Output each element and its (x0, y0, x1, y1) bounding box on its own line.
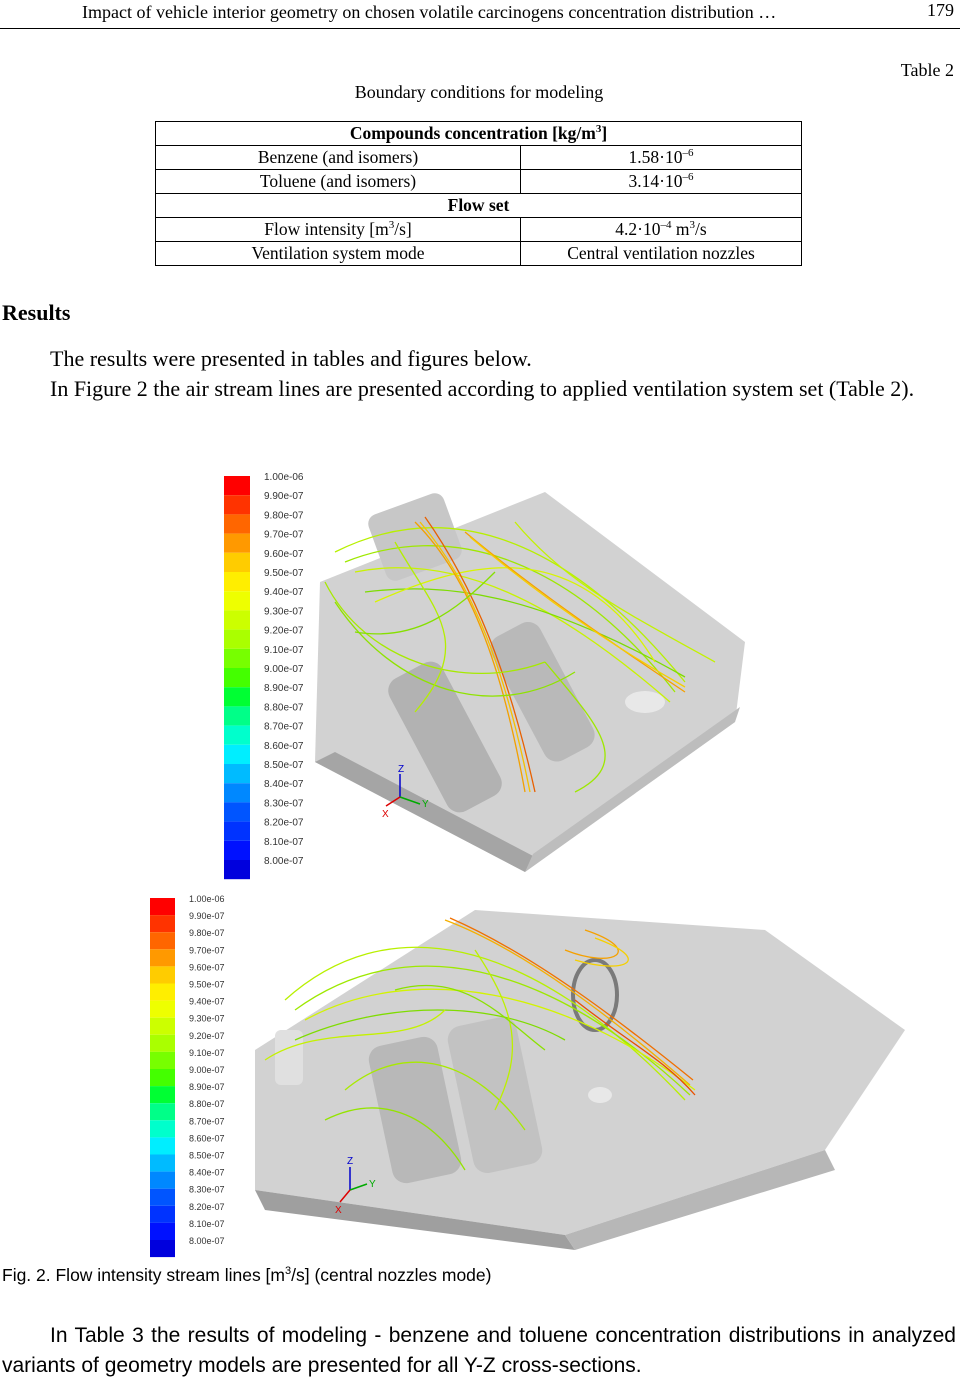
colorbar-bottom (150, 894, 225, 1257)
colorbar-swatch (150, 1069, 175, 1086)
axis-label: Z (398, 764, 405, 775)
colorbar-swatch (224, 764, 250, 783)
axis-label: Y (422, 799, 429, 810)
colorbar-swatch (224, 687, 250, 706)
colorbar-swatch (224, 745, 250, 764)
colorbar-label: 9.80e-07 (189, 928, 225, 939)
colorbar-label: 9.00e-07 (189, 1065, 225, 1075)
colorbar-swatch (224, 649, 250, 668)
colorbar-swatch (150, 1137, 175, 1154)
boundary-conditions-table (155, 121, 802, 266)
colorbar-label: 9.40e-07 (264, 587, 304, 599)
colorbar-label: 8.80e-07 (264, 702, 304, 714)
colorbar-label: 9.70e-07 (189, 945, 225, 956)
colorbar-swatch (224, 534, 250, 553)
colorbar-swatch (224, 495, 250, 514)
colorbar-swatch (150, 966, 175, 983)
colorbar-label: 9.90e-07 (189, 911, 225, 922)
colorbar-label: 8.60e-07 (189, 1133, 225, 1144)
table-caption: Boundary conditions for modeling (354, 82, 604, 102)
colorbar-label: 9.90e-07 (264, 491, 304, 503)
paragraph: In Figure 2 the air stream lines are presented according to applied ventilation system set (Table 2). (50, 376, 915, 401)
table-row (156, 242, 802, 266)
cfd-render-top (215, 462, 755, 882)
section-title: Results (2, 300, 71, 325)
table-row (156, 170, 802, 194)
colorbar-swatch (150, 1001, 175, 1018)
table-label: Table 2 (900, 60, 954, 80)
table-cell: Toluene (and isomers) (156, 170, 521, 194)
colorbar-label: 8.60e-07 (264, 740, 304, 752)
colorbar-label: 8.80e-07 (189, 1099, 225, 1110)
colorbar-swatch (150, 1120, 175, 1137)
colorbar-label: 8.20e-07 (264, 817, 304, 829)
colorbar-swatch (150, 1035, 175, 1052)
colorbar-label: 9.30e-07 (264, 606, 304, 618)
table-cell: $1.58\cdot 10^{-6}$ (521, 146, 802, 170)
colorbar-label: 8.20e-07 (189, 1201, 225, 1212)
colorbar-label: 8.90e-07 (264, 683, 304, 695)
colorbar-label: 8.50e-07 (264, 760, 304, 771)
colorbar-swatch (150, 1155, 175, 1172)
colorbar-label: 9.10e-07 (189, 1047, 225, 1058)
colorbar-swatch (224, 802, 250, 821)
colorbar-top (224, 472, 304, 879)
colorbar-swatch (150, 932, 175, 949)
colorbar-label: 8.00e-07 (264, 856, 304, 867)
axis-label: X (335, 1205, 342, 1216)
colorbar-label: 8.40e-07 (264, 779, 304, 791)
colorbar-swatch (224, 860, 250, 879)
figure-caption: Fig. 2. Flow intensity stream lines $[m^3/s]$ (central nozzles mode) (2, 1265, 492, 1285)
colorbar-swatch (224, 476, 250, 495)
colorbar-swatch (150, 1240, 175, 1257)
colorbar-label: 9.20e-07 (264, 625, 304, 637)
colorbar-label: 1.00e-06 (264, 472, 304, 483)
colorbar-swatch (150, 898, 175, 915)
table-cell: $4.2\cdot 10^{-4}$ $m^3/s$ (521, 218, 802, 242)
table-cell: $3.14\cdot 10^{-6}$ (521, 170, 802, 194)
colorbar-swatch (150, 1206, 175, 1223)
table-row (156, 146, 802, 170)
colorbar-label: 8.40e-07 (189, 1167, 225, 1178)
colorbar-label: 8.50e-07 (189, 1150, 225, 1161)
colorbar-swatch (224, 783, 250, 802)
colorbar-swatch (150, 1018, 175, 1035)
colorbar-label: 8.30e-07 (264, 798, 304, 810)
colorbar-label: 9.20e-07 (189, 1030, 225, 1041)
colorbar-swatch (150, 1189, 175, 1206)
colorbar-label: 8.90e-07 (189, 1082, 225, 1093)
colorbar-swatch (224, 822, 250, 841)
colorbar-label: 9.70e-07 (264, 529, 304, 541)
axis-label: Z (347, 1156, 354, 1167)
table-row (156, 218, 802, 242)
colorbar-swatch (224, 706, 250, 725)
colorbar-label: 9.30e-07 (189, 1013, 225, 1024)
colorbar-label: 8.70e-07 (189, 1116, 225, 1127)
table-cell: Central ventilation nozzles (521, 242, 802, 266)
colorbar-label: 1.00e-06 (189, 894, 225, 904)
colorbar-swatch (224, 591, 250, 610)
vehicle-model-top (315, 490, 745, 872)
colorbar-label: 8.10e-07 (264, 836, 304, 848)
table-cell: Benzene (and isomers) (156, 146, 521, 170)
axis-label: Y (369, 1179, 376, 1190)
colorbar-label: 9.40e-07 (189, 996, 225, 1007)
colorbar-swatch (150, 1052, 175, 1069)
colorbar-label: 9.60e-07 (264, 548, 304, 560)
colorbar-label: 8.00e-07 (189, 1236, 225, 1246)
table-cell: Flow intensity $[m^3/s]$ (156, 218, 521, 242)
colorbar-swatch (224, 514, 250, 533)
colorbar-swatch (150, 1172, 175, 1189)
colorbar-swatch (150, 949, 175, 966)
colorbar-swatch (224, 630, 250, 649)
cfd-render-bottom (145, 890, 935, 1260)
colorbar-label: 9.00e-07 (264, 664, 304, 675)
colorbar-swatch (150, 1086, 175, 1103)
flow-heading: Flow set (156, 194, 802, 218)
table-section-row (156, 194, 802, 218)
colorbar-swatch (224, 553, 250, 572)
axis-label: X (382, 809, 389, 820)
paragraph: In Table 3 the results of modeling - benzene and toluene concentration distributions in analyzed variants of geometry models are presented for all Y-Z cross-sections. (2, 1324, 956, 1377)
colorbar-swatch (224, 726, 250, 745)
colorbar-label: 8.70e-07 (264, 721, 304, 733)
compounds-heading: Compounds concentration $[kg/m^3]$ (156, 122, 802, 146)
colorbar-label: 9.50e-07 (264, 568, 304, 579)
colorbar-label: 8.10e-07 (189, 1218, 225, 1229)
colorbar-swatch (224, 841, 250, 860)
colorbar-swatch (224, 572, 250, 591)
table-cell: Ventilation system mode (156, 242, 521, 266)
page-number: 179 (927, 0, 954, 20)
colorbar-label: 9.10e-07 (264, 644, 304, 656)
colorbar-swatch (150, 1103, 175, 1120)
colorbar-swatch (150, 915, 175, 932)
colorbar-label: 8.30e-07 (189, 1184, 225, 1195)
colorbar-label: 9.50e-07 (189, 979, 225, 990)
colorbar-swatch (224, 668, 250, 687)
colorbar-label: 9.60e-07 (189, 962, 225, 973)
paragraph: The results were presented in tables and figures below. (50, 346, 532, 371)
colorbar-label: 9.80e-07 (264, 510, 304, 522)
colorbar-swatch (150, 1223, 175, 1240)
colorbar-swatch (224, 610, 250, 629)
table-section-row (156, 122, 802, 146)
running-title: Impact of vehicle interior geometry on chosen volatile carcinogens concentration distribution … (82, 2, 777, 22)
colorbar-swatch (150, 984, 175, 1001)
